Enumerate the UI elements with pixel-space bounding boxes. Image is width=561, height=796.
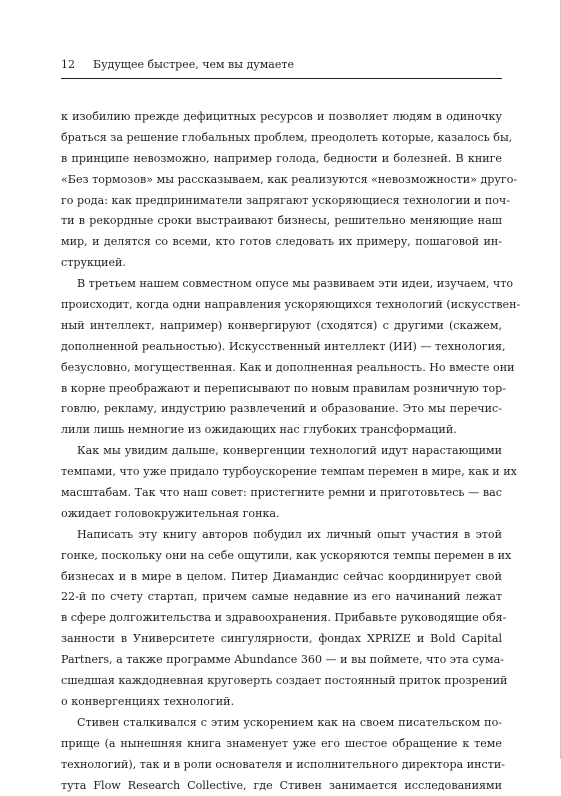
text-line: ный интеллект, например) конвергируют (сходятся) с другими (скажем, (61, 316, 502, 337)
text-line: сшедшая каждодневная круговерть создает постоянный приток прозрений (61, 671, 502, 692)
running-head (61, 58, 501, 72)
text-line: говлю, рекламу, индустрию развлечений и образование. Это мы перечис- (61, 399, 502, 420)
text-line: дополненной реальностью). Искусственный интеллект (ИИ) — технология, (61, 337, 502, 358)
text-line: технологий), так и в роли основателя и исполнительного директора инсти- (61, 755, 502, 776)
text-line: безусловно, могущественная. Как и дополненная реальность. Но вместе они (61, 358, 502, 379)
text-line: к изобилию прежде дефицитных ресурсов и позволяет людям в одиночку (61, 107, 502, 128)
text-line: Написать эту книгу авторов побудил их личный опыт участия в этой (61, 525, 502, 546)
text-line: го рода: как предприниматели запрягают ускоряющиеся технологии и поч- (61, 191, 502, 212)
text-line: «Без тормозов» мы рассказываем, как реализуются «невозможности» друго- (61, 170, 502, 191)
paragraph (61, 713, 502, 796)
text-line: Partners, а также программе Abundance 360 — и вы поймете, что эта сума- (61, 650, 502, 671)
text-line: занности в Университете сингулярности, фондах XPRIZE и Bold Capital (61, 629, 502, 650)
text-line: В третьем нашем совместном опусе мы развиваем эти идеи, изучаем, что (61, 274, 502, 295)
text-line: Стивен сталкивался с этим ускорением как на своем писательском по- (61, 713, 502, 734)
text-line: в принципе невозможно, например голода, бедности и болезней. В книге (61, 149, 502, 170)
text-line: струкцией. (61, 253, 502, 274)
text-line: ожидает головокружительная гонка. (61, 504, 502, 525)
text-line: гонке, поскольку они на себе ощутили, как ускоряются темпы перемен в их (61, 546, 502, 567)
text-line: мир, и делятся со всеми, кто готов следовать их примеру, пошаговой ин- (61, 232, 502, 253)
text-line: 22-й по счету стартап, причем самые недавние из его начинаний лежат (61, 587, 502, 608)
text-line: в сфере долгожительства и здравоохранения. Прибавьте руководящие обя- (61, 608, 502, 629)
text-line: происходит, когда одни направления ускоряющихся технологий (искусствен- (61, 295, 502, 316)
text-line: в корне преображают и переписывают по новым правилам розничную тор- (61, 379, 502, 400)
paragraph (61, 274, 502, 441)
text-line: браться за решение глобальных проблем, преодолеть которые, казалось бы, (61, 128, 502, 149)
body-text (61, 107, 502, 796)
text-line: прище (а нынешняя книга знаменует уже его шестое обращение к теме (61, 734, 502, 755)
book-title: Будущее быстрее, чем вы думаете (93, 58, 294, 72)
text-line: темпами, что уже придало турбоускорение темпам перемен в мире, как и их (61, 462, 502, 483)
paragraph (61, 107, 502, 274)
text-line: лили лишь немногие из ожидающих нас глубоких трансформаций. (61, 420, 502, 441)
text-line: масштабам. Так что наш совет: пристегните ремни и приготовьтесь — вас (61, 483, 502, 504)
text-line: тута Flow Research Collective, где Стивен занимается исследованиями (61, 776, 502, 796)
text-line: ти в рекордные сроки выстраивают бизнесы, решительно меняющие наш (61, 211, 502, 232)
header-rule (61, 78, 502, 79)
text-line: Как мы увидим дальше, конвергенции технологий идут нарастающими (61, 441, 502, 462)
text-line: бизнесах и в мире в целом. Питер Диамандис сейчас координирует свой (61, 567, 502, 588)
paragraph (61, 441, 502, 525)
page-number: 12 (61, 58, 93, 72)
text-line: о конвергенциях технологий. (61, 692, 502, 713)
paragraph (61, 525, 502, 713)
